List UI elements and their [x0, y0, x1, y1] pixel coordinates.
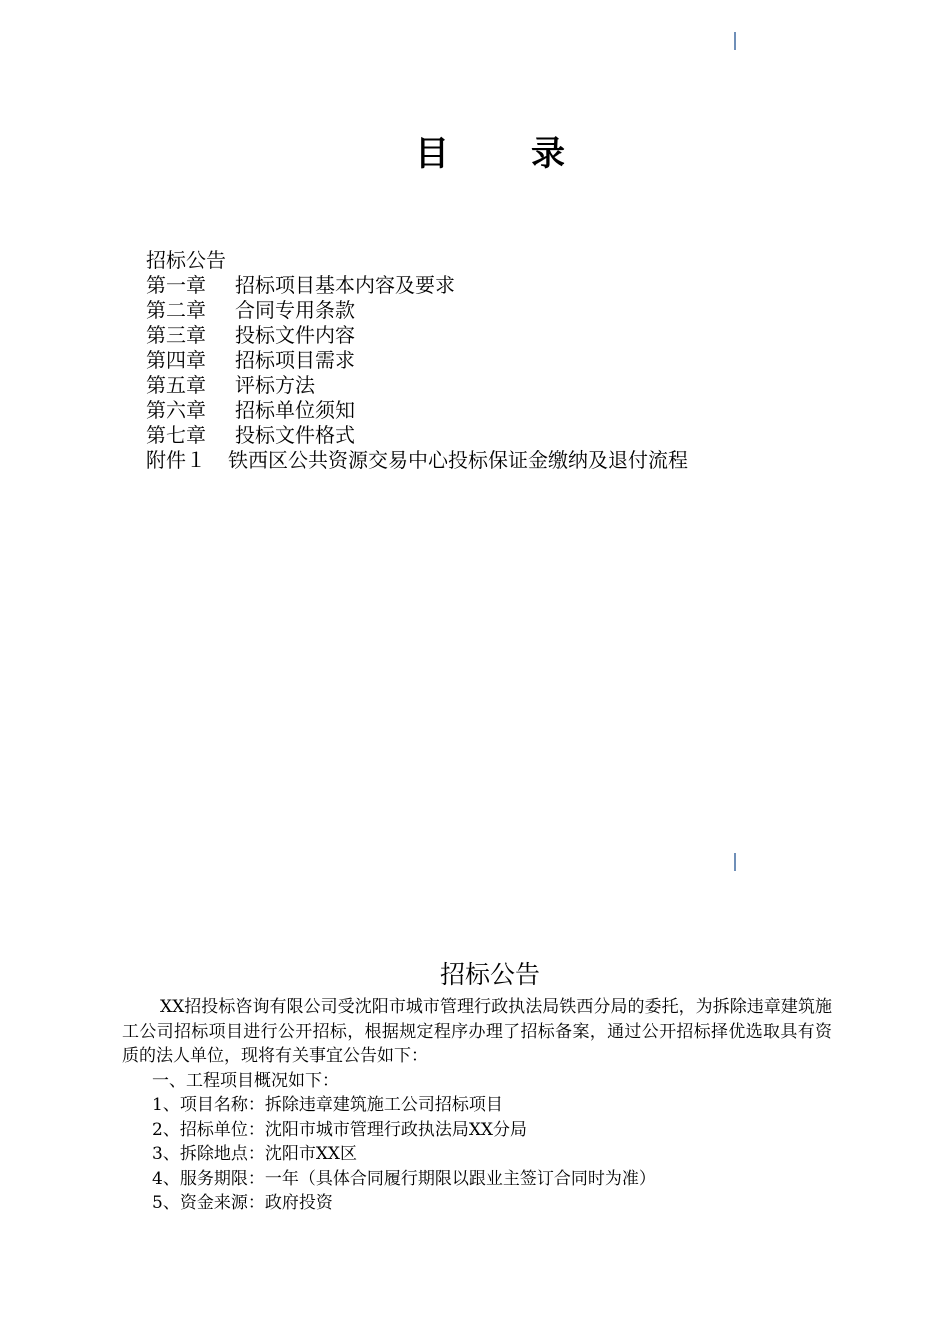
toc-item-number: 第二章: [146, 298, 206, 322]
toc-item-chapter-1[interactable]: [146, 273, 688, 298]
page-margin-marker-bottom: [734, 853, 736, 871]
toc-item-number: 附件１: [146, 448, 206, 472]
toc-title: [0, 126, 950, 175]
toc-item-label: 投标文件格式: [235, 423, 355, 447]
notice-detail-funding-source: 5、资金来源：政府投资: [152, 1193, 333, 1213]
toc-title-right: 录: [531, 134, 565, 174]
toc-item-number: 第一章: [146, 273, 206, 297]
toc-item-label: 合同专用条款: [235, 298, 355, 322]
notice-detail-tender-unit: 2、招标单位：沈阳市城市管理行政执法局XX分局: [152, 1119, 528, 1140]
toc-title-left: 目: [415, 134, 449, 174]
notice-body: [122, 995, 832, 1216]
toc-item-label: 铁西区公共资源交易中心投标保证金缴纳及退付流程: [228, 448, 688, 472]
toc-item-appendix-1[interactable]: [146, 448, 688, 473]
toc-item-label: 招标项目需求: [235, 348, 355, 372]
toc-item-number: 第六章: [146, 398, 206, 422]
toc-item-chapter-4[interactable]: [146, 348, 688, 373]
toc-item-label: 招标项目基本内容及要求: [235, 273, 455, 297]
toc-item-number: 第七章: [146, 423, 206, 447]
toc-item-label: 投标文件内容: [235, 323, 355, 347]
toc-item-chapter-2[interactable]: [146, 298, 688, 323]
toc-item-label: 招标单位须知: [235, 398, 355, 422]
notice-detail-project-name: 1、项目名称：拆除违章建筑施工公司招标项目: [152, 1095, 503, 1115]
toc-item-chapter-3[interactable]: [146, 323, 688, 348]
page-margin-marker-top: [734, 32, 736, 50]
toc-item-label: 评标方法: [235, 373, 315, 397]
toc-item-number: 第五章: [146, 373, 206, 397]
notice-intro-paragraph: XX招投标咨询有限公司受沈阳市城市管理行政执法局铁西分局的委托，为拆除违章建筑施工公司招标项目进行公开招标，根据规定程序办理了招标备案，通过公开招标择优选取具有资质的法人单位，现将有关事宜公告如下：: [122, 997, 832, 1066]
toc-item-label: 招标公告: [146, 248, 226, 272]
notice-detail-location: 3、拆除地点：沈阳市XX区: [152, 1144, 358, 1164]
toc-item-chapter-5[interactable]: [146, 373, 688, 398]
toc-item-notice[interactable]: [146, 248, 688, 273]
toc-item-chapter-7[interactable]: [146, 423, 688, 448]
toc-list: [146, 248, 688, 473]
toc-item-number: 第四章: [146, 348, 206, 372]
toc-item-number: 第三章: [146, 323, 206, 347]
notice-title: 招标公告: [439, 960, 540, 989]
toc-item-chapter-6[interactable]: [146, 398, 688, 423]
notice-detail-service-period: 4、服务期限：一年（具体合同履行期限以跟业主签订合同时为准）: [152, 1168, 656, 1189]
notice-section-heading: 一、工程项目概况如下：: [152, 1070, 339, 1091]
